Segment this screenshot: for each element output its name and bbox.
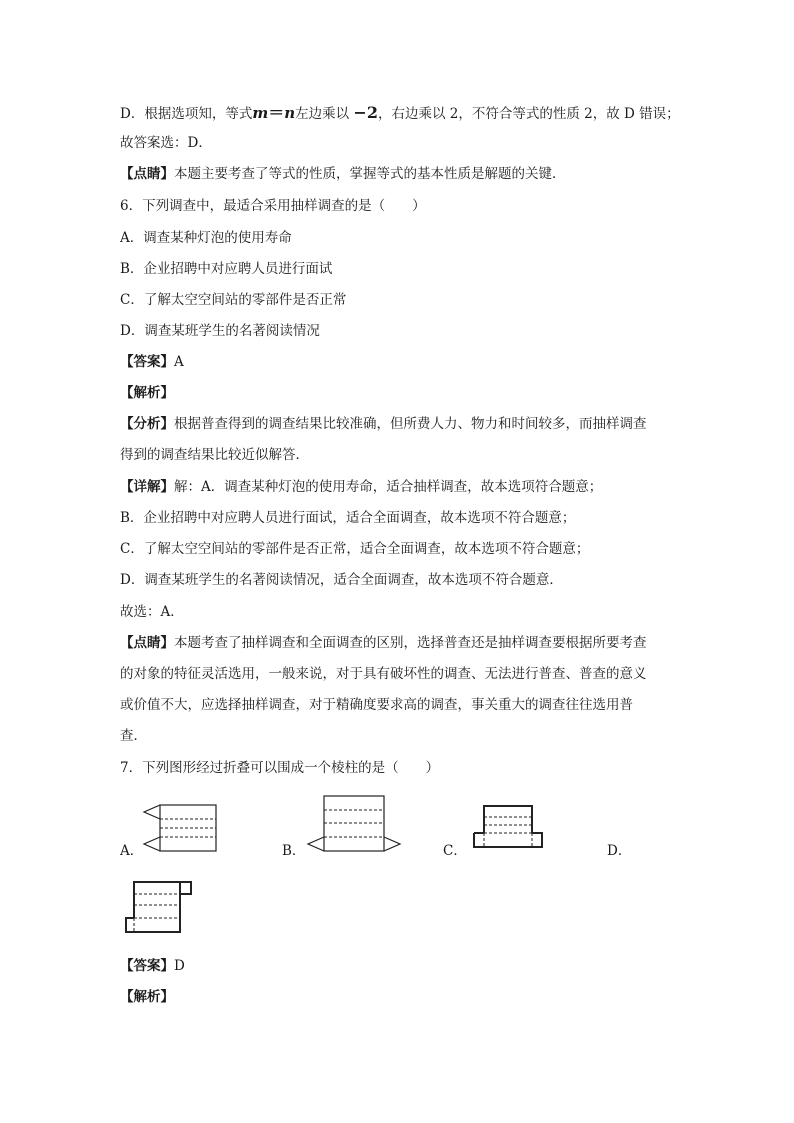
- q5-answer-choice: 故答案选：D．: [120, 135, 212, 151]
- q6-comment-line-4: 查．: [120, 728, 147, 744]
- q6-option-c: C．了解太空空间站的零部件是否正常: [120, 292, 347, 308]
- comment-text: 本题主要考查了等式的性质，掌握等式的基本性质是解题的关键．: [174, 166, 566, 182]
- q6-xiangjie-line-3: C．了解太空空间站的零部件是否正常，适合全面调查，故本选项不符合题意；: [120, 541, 590, 557]
- q5-d-mid: 左边乘以: [295, 106, 350, 122]
- comment-tag: 【点睛】: [120, 635, 174, 651]
- q6-comment-line-2: 的对象的特征灵活选用，一般来说，对于具有破坏性的调查、无法进行普查、普查的意义: [120, 666, 647, 682]
- option-c-net: [472, 803, 546, 851]
- q6-choose: 故选：A．: [120, 604, 184, 620]
- q5-option-d-explanation: [120, 104, 680, 123]
- option-b-net: [303, 793, 403, 855]
- q7-label-d: D．: [607, 843, 632, 859]
- answer-value: D: [174, 958, 185, 974]
- q6-xiangjie-line-2: B．企业招聘中对应聘人员进行面试，适合全面调查，故本选项不符合题意；: [120, 510, 576, 526]
- q7-label-b: B．: [282, 843, 306, 859]
- q6-analysis-tag: 【解析】: [120, 385, 174, 401]
- q6-option-a: A．调查某种灯泡的使用寿命: [120, 230, 292, 246]
- fenxi-text: 根据普查得到的调查结果比较准确，但所费人力、物力和时间较多，而抽样调查: [174, 416, 647, 432]
- math-neg-two: −2: [353, 103, 378, 122]
- q6-stem: 6．下列调查中，最适合采用抽样调查的是（ ）: [120, 198, 426, 214]
- fenxi-tag: 【分析】: [120, 416, 174, 432]
- answer-value: A: [174, 354, 184, 370]
- q6-comment-line-3: 或价值不大，应选择抽样调查，对于精确度要求高的调查，事关重大的调查往往选用普: [120, 697, 633, 713]
- q7-stem: 7．下列图形经过折叠可以围成一个棱柱的是（ ）: [120, 760, 440, 776]
- math-m: m: [252, 104, 269, 122]
- q6-answer: [120, 353, 184, 371]
- q7-label-c: C．: [443, 843, 467, 859]
- xiangjie-text: 解：A．调查某种灯泡的使用寿命，适合抽样调查，故本选项符合题意；: [174, 479, 603, 495]
- q6-fenxi-line-2: 得到的调查结果比较近似解答．: [120, 447, 309, 463]
- answer-tag: 【答案】: [120, 958, 174, 974]
- q6-comment-line-1: [120, 634, 647, 652]
- q6-xiangjie-line-1: [120, 478, 602, 496]
- math-n: n: [284, 104, 296, 122]
- comment-tag: 【点睛】: [120, 166, 174, 182]
- q6-option-b: B．企业招聘中对应聘人员进行面试: [120, 261, 333, 277]
- q6-fenxi-line-1: [120, 415, 647, 433]
- math-equals: ＝: [268, 103, 285, 122]
- xiangjie-tag: 【详解】: [120, 479, 174, 495]
- q6-xiangjie-line-4: D．调查某班学生的名著阅读情况，适合全面调查，故本选项不符合题意．: [120, 572, 563, 588]
- option-a-net: [140, 800, 220, 856]
- option-d-net: [120, 878, 196, 936]
- answer-tag: 【答案】: [120, 354, 174, 370]
- q7-answer: [120, 957, 185, 975]
- q5-d-prefix: D．根据选项知，等式: [120, 106, 253, 122]
- q5-comment: [120, 165, 566, 183]
- q7-label-a: A．: [120, 843, 144, 859]
- q7-analysis-tag: 【解析】: [120, 989, 174, 1005]
- comment-text: 本题考查了抽样调查和全面调查的区别，选择普查还是抽样调查要根据所要考查: [174, 635, 647, 651]
- q5-d-suffix: ，右边乘以 2，不符合等式的性质 2，故 D 错误；: [377, 106, 680, 122]
- q6-option-d: D．调查某班学生的名著阅读情况: [120, 323, 320, 339]
